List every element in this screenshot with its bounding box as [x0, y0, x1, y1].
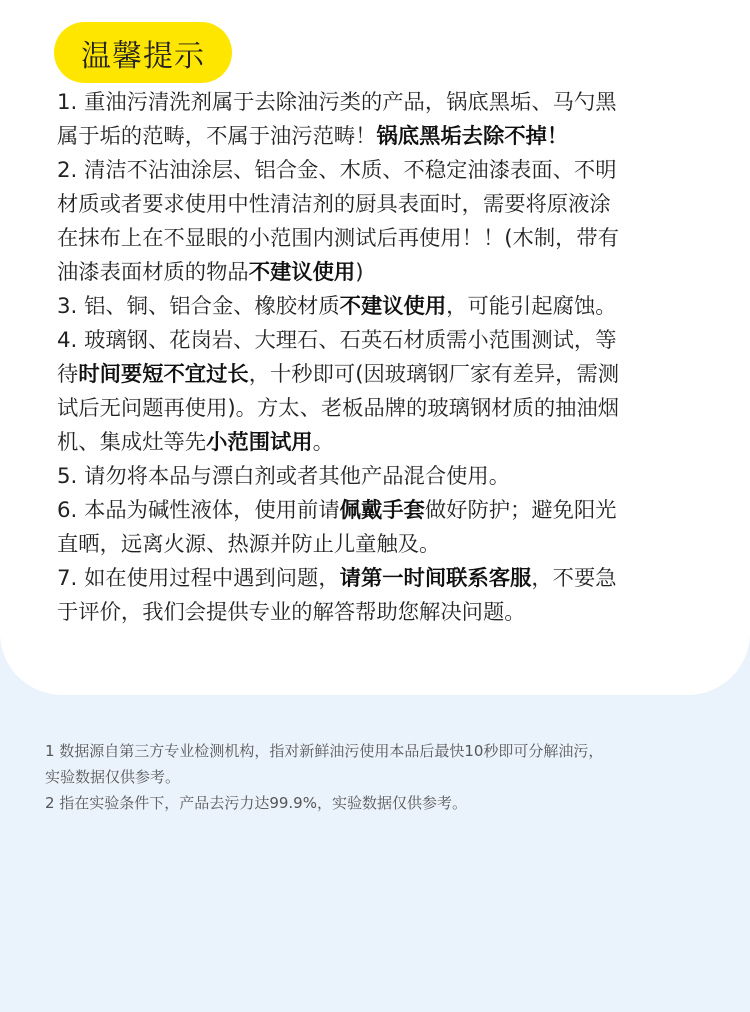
tips-list — [57, 86, 717, 630]
tip-text: ，十秒即可(因玻璃钢厂家有差异，需测 — [248, 362, 620, 387]
tip-emphasis: 不建议使用 — [248, 260, 356, 285]
tip-line — [57, 528, 717, 562]
tip-line — [57, 290, 717, 324]
tip-text: 1. 重油污清洗剂属于去除油污类的产品，锅底黑垢、马勺黑 — [57, 90, 617, 115]
tip-text: 7. 如在使用过程中遇到问题， — [57, 566, 340, 591]
tip-emphasis: 时间要短不宜过长 — [78, 362, 249, 387]
tip-text: 于评价，我们会提供专业的解答帮助您解决问题。 — [57, 600, 526, 625]
tip-emphasis: 小范围试用 — [206, 430, 313, 455]
tip-line — [57, 324, 717, 358]
tip-line — [57, 392, 717, 426]
tip-line — [57, 460, 717, 494]
tips-title: 温馨提示 — [81, 38, 205, 74]
tip-text: ) — [355, 260, 364, 285]
tip-line — [57, 596, 717, 630]
tip-line — [57, 562, 717, 596]
tip-line — [57, 154, 717, 188]
tip-text: 直晒，远离火源、热源并防止儿童触及。 — [57, 532, 441, 557]
tip-line — [57, 358, 717, 392]
tip-line — [57, 494, 717, 528]
tip-emphasis: 请第一时间联系客服 — [339, 566, 532, 591]
tip-emphasis: 佩戴手套 — [339, 498, 425, 523]
tip-text: 6. 本品为碱性液体，使用前请 — [57, 498, 340, 523]
tip-text: 。 — [312, 430, 334, 455]
footnotes — [45, 738, 735, 816]
tip-line — [57, 256, 717, 290]
tip-text: 3. 铝、铜、铝合金、橡胶材质 — [57, 294, 340, 319]
tip-text: 试后无问题再使用)。方太、老板品牌的玻璃钢材质的抽油烟 — [57, 396, 620, 421]
tip-line — [57, 120, 717, 154]
tip-text: 机、集成灶等先 — [57, 430, 207, 455]
tip-text: 4. 玻璃钢、花岗岩、大理石、石英石材质需小范围测试，等 — [57, 328, 617, 353]
tip-line — [57, 188, 717, 222]
tip-text: 做好防护；避免阳光 — [424, 498, 617, 523]
tip-line — [57, 426, 717, 460]
tips-title-badge — [54, 22, 232, 83]
tip-text: 5. 请勿将本品与漂白剂或者其他产品混合使用。 — [57, 464, 511, 489]
footnote-line: 实验数据仅供参考。 — [45, 768, 181, 786]
tip-text: 油漆表面材质的物品 — [57, 260, 249, 285]
tip-emphasis: 不建议使用 — [339, 294, 447, 319]
tip-line — [57, 86, 717, 120]
footnote-line: 2 指在实验条件下，产品去污力达99.9%，实验数据仅供参考。 — [45, 794, 467, 812]
tip-text: 材质或者要求使用中性清洁剂的厨具表面时，需要将原液涂 — [57, 192, 611, 217]
tip-emphasis: 锅底黑垢去除不掉！ — [376, 124, 569, 149]
tip-text: 2. 清洁不沾油涂层、铝合金、木质、不稳定油漆表面、不明 — [57, 158, 617, 183]
tip-text: 待 — [57, 362, 79, 387]
tip-text: ，可能引起腐蚀。 — [446, 294, 617, 319]
tip-line — [57, 222, 717, 256]
tip-text: ，不要急 — [531, 566, 617, 591]
tip-text: 在抹布上在不显眼的小范围内测试后再使用！！(木制，带有 — [57, 226, 620, 251]
tip-text: 属于垢的范畴，不属于油污范畴！ — [57, 124, 377, 149]
footnote-line: 1 数据源自第三方专业检测机构，指对新鲜油污使用本品后最快10秒即可分解油污， — [45, 742, 604, 760]
